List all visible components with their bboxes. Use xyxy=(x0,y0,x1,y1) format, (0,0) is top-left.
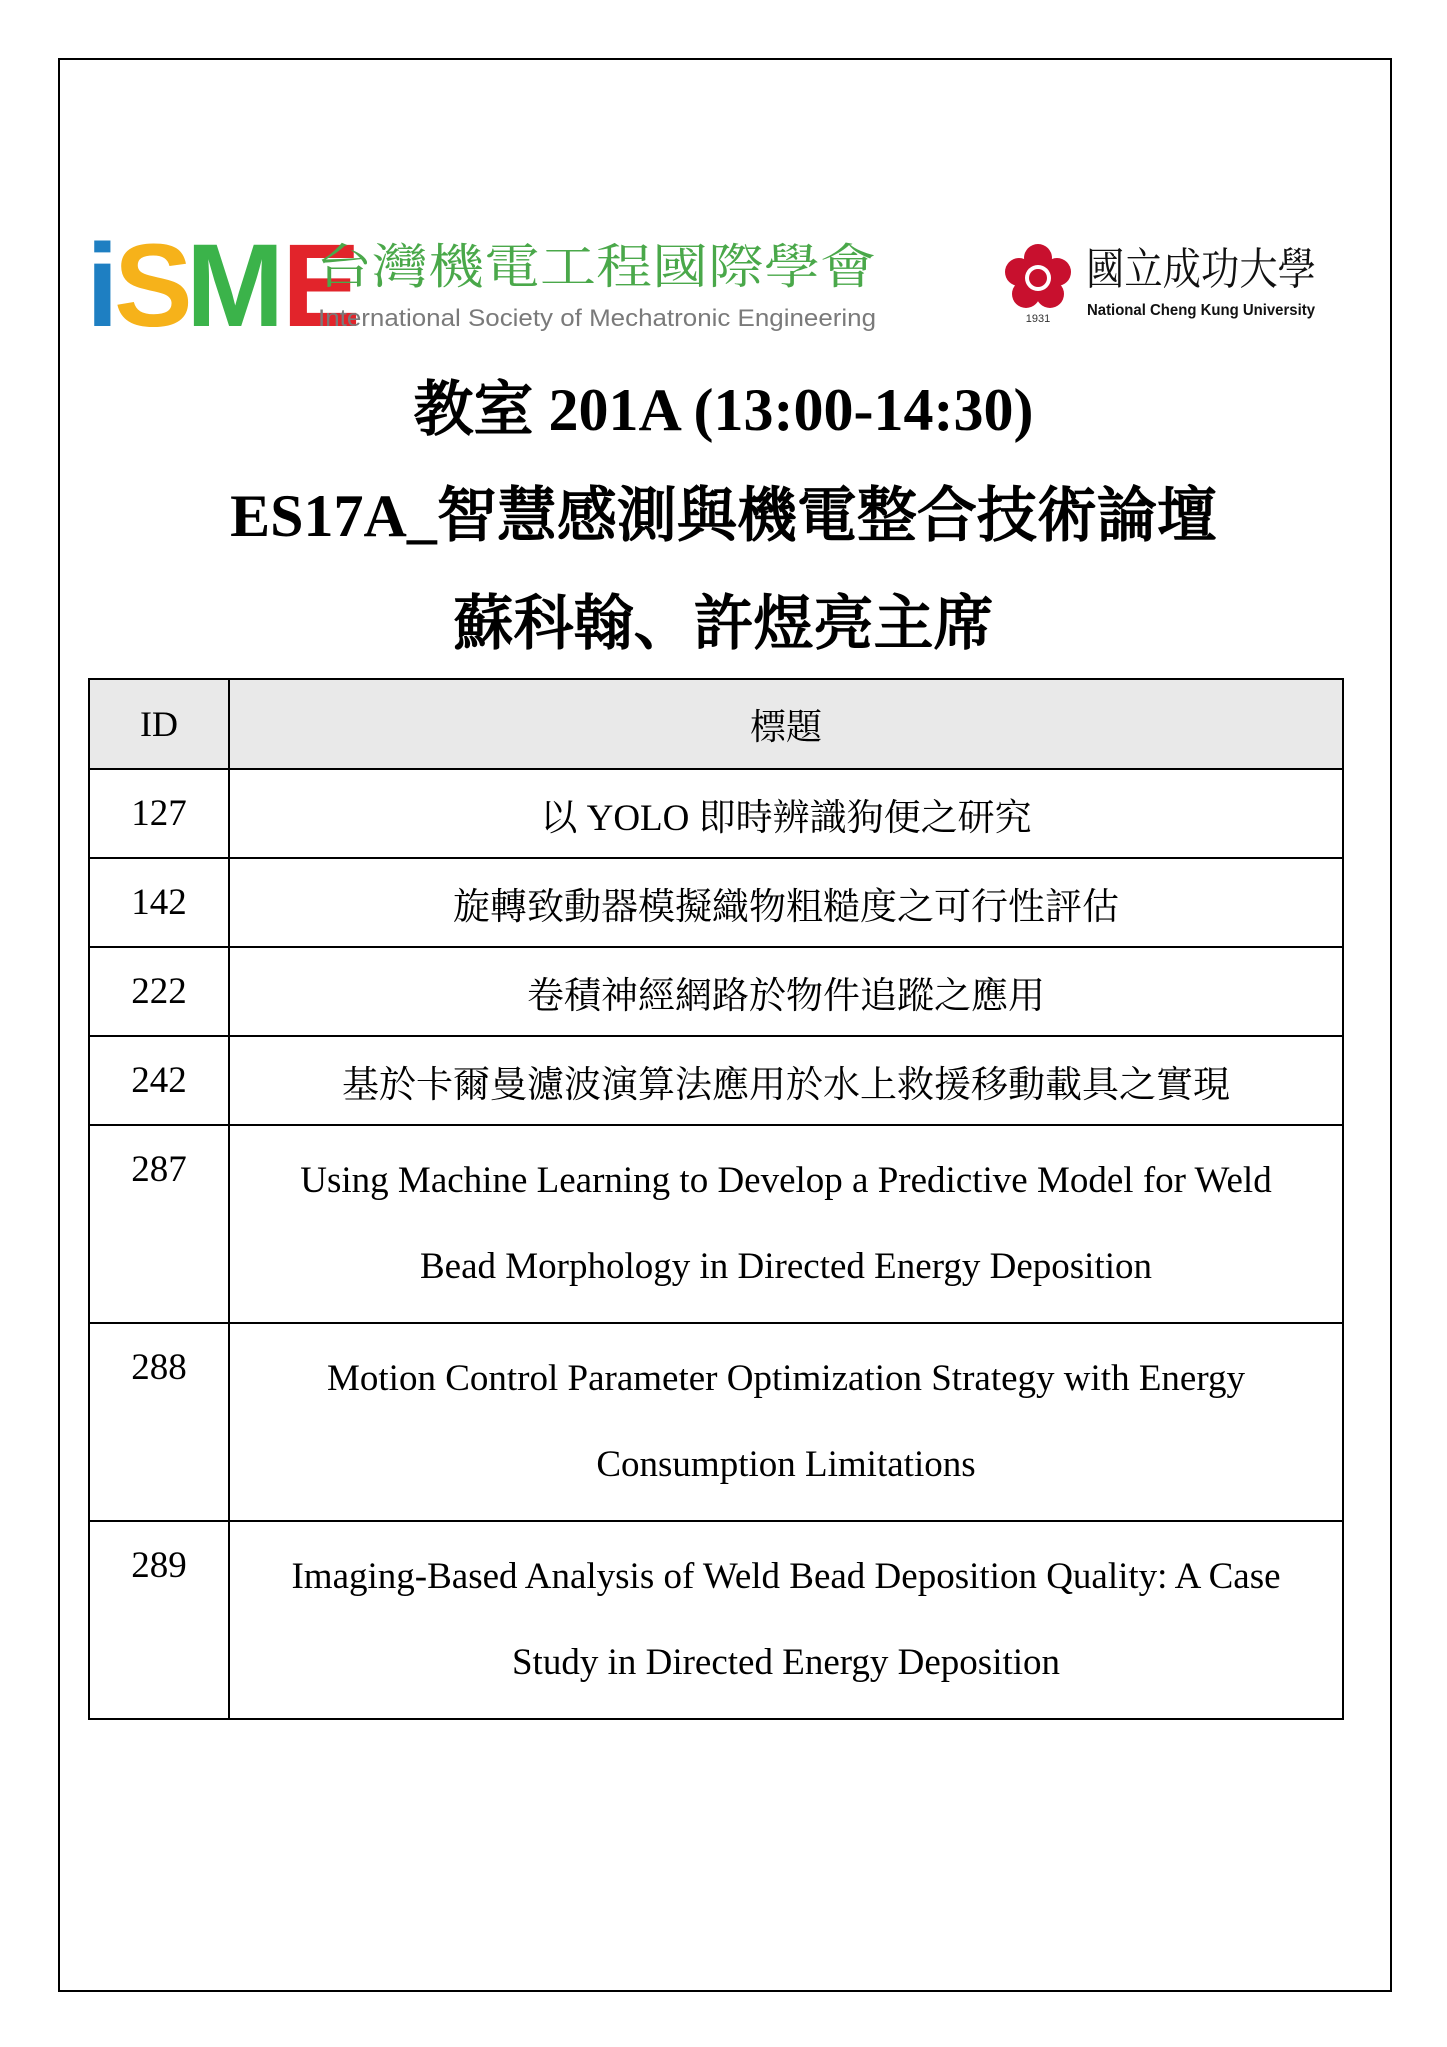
paper-title-line: Imaging-Based Analysis of Weld Bead Deposition Quality: A Case xyxy=(291,1556,1281,1597)
isme-letter-e: E xyxy=(282,220,361,338)
paper-title-line: Bead Morphology in Directed Energy Deposition xyxy=(420,1246,1152,1287)
paper-title: 旋轉致動器模擬織物粗糙度之可行性評估 xyxy=(229,858,1343,947)
header-logos xyxy=(86,212,1326,342)
paper-title xyxy=(229,1323,1343,1521)
table-row xyxy=(89,947,1343,1036)
isme-letter-i: i xyxy=(86,220,119,338)
paper-id: 142 xyxy=(89,858,229,947)
paper-title: 卷積神經網路於物件追蹤之應用 xyxy=(229,947,1343,1036)
id-column-header: ID xyxy=(89,679,229,769)
table-row xyxy=(89,1125,1343,1323)
paper-id: 127 xyxy=(89,769,229,858)
ncku-logo xyxy=(916,212,1326,342)
ncku-emblem-icon xyxy=(1005,244,1071,308)
isme-letter-s: S xyxy=(114,220,193,338)
table-header-row xyxy=(89,679,1343,769)
paper-title-line: Using Machine Learning to Develop a Predictive Model for Weld xyxy=(300,1160,1272,1201)
paper-table xyxy=(88,678,1344,1720)
paper-id: 289 xyxy=(89,1521,229,1719)
title-column-header: 標題 xyxy=(229,679,1343,769)
paper-title: 基於卡爾曼濾波演算法應用於水上救援移動載具之實現 xyxy=(229,1036,1343,1125)
table-row xyxy=(89,769,1343,858)
paper-title xyxy=(229,1521,1343,1719)
paper-id: 242 xyxy=(89,1036,229,1125)
table-row xyxy=(89,858,1343,947)
table-row xyxy=(89,1323,1343,1521)
table-row xyxy=(89,1036,1343,1125)
ncku-year: 1931 xyxy=(1025,313,1051,325)
chairs-heading: 蘇科翰、許煜亮主席 xyxy=(453,591,994,657)
paper-title: 以 YOLO 即時辨識狗便之研究 xyxy=(229,769,1343,858)
isme-logo xyxy=(86,218,886,338)
paper-title-line: Consumption Limitations xyxy=(596,1444,976,1485)
paper-id: 287 xyxy=(89,1125,229,1323)
ncku-english-name: National Cheng Kung University xyxy=(1087,302,1316,319)
table-row xyxy=(89,1521,1343,1719)
paper-title-line: Motion Control Parameter Optimization Strategy with Energy xyxy=(327,1358,1245,1399)
paper-title xyxy=(229,1125,1343,1323)
isme-letter-m: M xyxy=(186,220,285,338)
ncku-chinese-name: 國立成功大學 xyxy=(1086,244,1316,295)
isme-chinese-name: 台灣機電工程國際學會 xyxy=(316,239,876,295)
forum-title-heading: ES17A_智慧感測與機電整合技術論壇 xyxy=(230,483,1217,549)
paper-id: 288 xyxy=(89,1323,229,1521)
paper-id: 222 xyxy=(89,947,229,1036)
isme-english-name: International Society of Mechatronic Engineering xyxy=(318,305,876,332)
room-time-heading: 教室 201A (13:00-14:30) xyxy=(413,377,1034,443)
paper-title-line: Study in Directed Energy Deposition xyxy=(511,1642,1061,1683)
